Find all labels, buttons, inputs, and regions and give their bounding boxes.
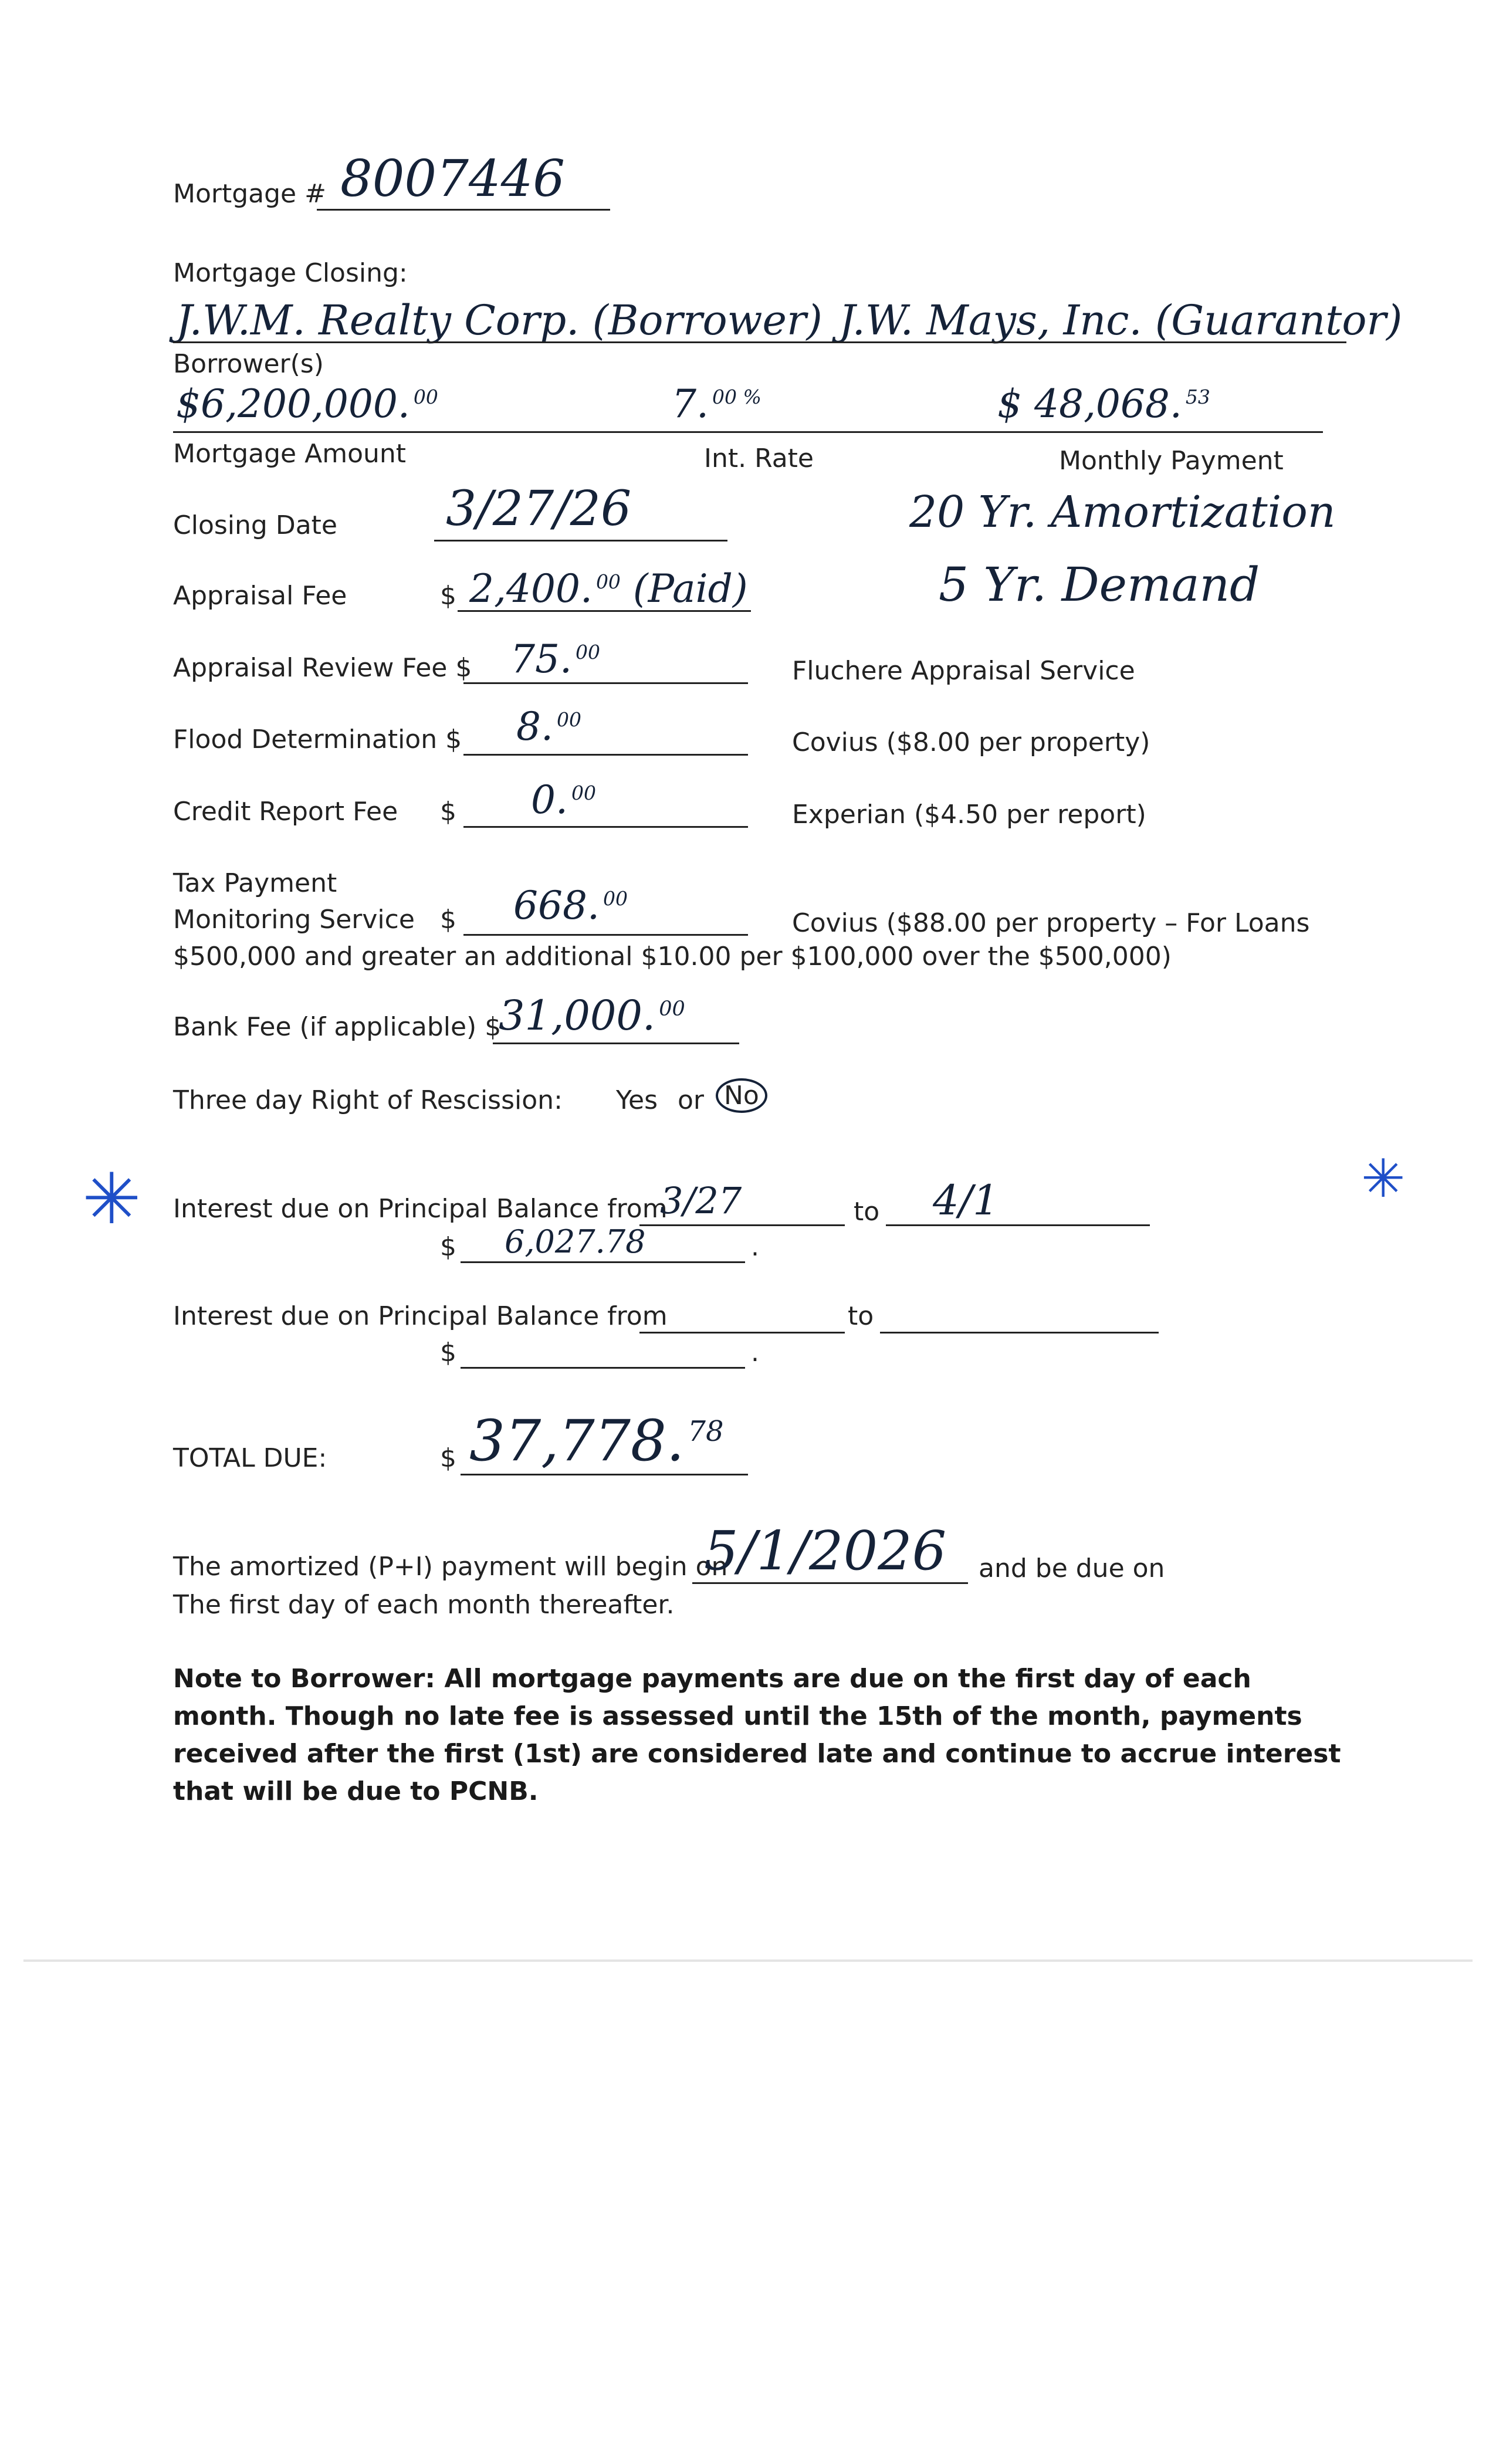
monthly-payment-value: $ 48,068. $^{53}$ bbox=[997, 381, 1210, 427]
interest-1-to-line bbox=[886, 1224, 1150, 1226]
credit-report-label: Credit Report Fee bbox=[173, 797, 398, 827]
appraisal-fee-value: 2,400. $^{00}$ (Paid) bbox=[469, 566, 748, 611]
appraisal-review-fee-label: Appraisal Review Fee $ bbox=[173, 653, 472, 683]
asterisk-mark-right: ✳ bbox=[1361, 1148, 1406, 1210]
monitoring-service-label: Monitoring Service bbox=[173, 905, 415, 935]
terms-line bbox=[173, 431, 1323, 433]
payment-start-thereafter: The first day of each month thereafter. bbox=[173, 1590, 675, 1620]
credit-report-dollar: $ bbox=[440, 797, 456, 827]
interest-2-amount-line bbox=[461, 1367, 745, 1369]
interest-2-to-label: to bbox=[848, 1301, 874, 1331]
payment-start-text: The amortized (P+I) payment will begin on bbox=[173, 1552, 728, 1582]
closing-date-label: Closing Date bbox=[173, 510, 337, 540]
flood-determination-value: 8. $^{00}$ bbox=[516, 704, 581, 749]
interest-2-label: Interest due on Principal Balance from bbox=[173, 1301, 668, 1331]
tax-monitoring-dollar: $ bbox=[440, 905, 456, 935]
interest-rate-label: Int. Rate bbox=[704, 444, 814, 473]
interest-1-to: 4/1 bbox=[933, 1176, 999, 1224]
appraisal-review-fee-value: 75. $^{00}$ bbox=[510, 637, 600, 682]
rescission-no-circled: No bbox=[716, 1078, 767, 1113]
interest-1-amount: 6,027.78 bbox=[505, 1223, 646, 1260]
interest-1-label: Interest due on Principal Balance from bbox=[173, 1194, 668, 1224]
closing-date-value: 3/27/26 bbox=[446, 481, 632, 537]
borrowers-label: Borrower(s) bbox=[173, 349, 324, 379]
rescission-or: or bbox=[678, 1085, 705, 1115]
credit-report-vendor: Experian ($4.50 per report) bbox=[792, 800, 1146, 830]
closing-date-line bbox=[434, 540, 727, 541]
bank-fee-line bbox=[493, 1043, 739, 1044]
mortgage-number-label: Mortgage # bbox=[173, 179, 326, 209]
interest-1-from-line bbox=[639, 1224, 845, 1226]
interest-1-period: . bbox=[751, 1232, 759, 1262]
tax-payment-label: Tax Payment bbox=[173, 868, 337, 898]
amortization-note: 20 Yr. Amortization bbox=[909, 487, 1336, 537]
total-due-value: 37,778. $^{78}$ bbox=[469, 1408, 724, 1474]
appraisal-fee-dollar: $ bbox=[440, 581, 456, 611]
interest-1-from: 3/27 bbox=[660, 1179, 742, 1222]
interest-1-to-label: to bbox=[854, 1197, 880, 1227]
appraisal-review-vendor: Fluchere Appraisal Service bbox=[792, 656, 1135, 686]
credit-report-value: 0. $^{00}$ bbox=[531, 777, 596, 823]
monthly-payment-label: Monthly Payment bbox=[1059, 446, 1284, 476]
guarantor-name: J.W. Mays, Inc. (Guarantor) bbox=[839, 296, 1403, 344]
tax-monitoring-vendor: Covius ($88.00 per property – For Loans bbox=[792, 908, 1310, 938]
payment-start-line bbox=[692, 1582, 968, 1584]
payment-start-due-text: and be due on bbox=[979, 1553, 1165, 1583]
borrower-line bbox=[173, 341, 1346, 343]
scan-edge-divider bbox=[23, 1959, 1473, 1962]
rescission-yes: Yes bbox=[616, 1085, 658, 1115]
flood-determination-line bbox=[463, 754, 748, 756]
tax-monitoring-line bbox=[463, 934, 748, 936]
payment-start-date: 5/1/2026 bbox=[704, 1519, 947, 1582]
appraisal-review-fee-line bbox=[463, 682, 748, 684]
note-to-borrower: Note to Borrower: All mortgage payments are due on the first day of each month. Though no late fee is assessed until the 15th of the month, payments received after the first (1st) are considered late and continue to accrue interest that will be due to PCNB. bbox=[173, 1664, 1341, 1806]
total-due-line bbox=[461, 1474, 748, 1475]
credit-report-line bbox=[463, 826, 748, 828]
tax-monitoring-value: 668. $^{00}$ bbox=[513, 883, 628, 928]
interest-2-to-line bbox=[880, 1332, 1159, 1333]
appraisal-fee-label: Appraisal Fee bbox=[173, 581, 347, 611]
mortgage-amount-label: Mortgage Amount bbox=[173, 439, 407, 469]
interest-2-period: . bbox=[751, 1338, 759, 1368]
borrower-name: J.W.M. Realty Corp. (Borrower) bbox=[176, 296, 823, 344]
mortgage-number-line bbox=[317, 209, 610, 211]
mortgage-number-value: 8007446 bbox=[340, 150, 566, 208]
demand-note: 5 Yr. Demand bbox=[939, 557, 1260, 612]
interest-2-dollar: $ bbox=[440, 1338, 456, 1368]
flood-determination-label: Flood Determination $ bbox=[173, 725, 462, 754]
mortgage-amount-value: $6,200,000. $^{00}$ bbox=[176, 381, 438, 427]
asterisk-mark-left: ✳ bbox=[82, 1159, 141, 1240]
bank-fee-label: Bank Fee (if applicable) $ bbox=[173, 1012, 502, 1042]
bank-fee-value: 31,000. $^{00}$ bbox=[499, 991, 685, 1040]
mortgage-closing-label: Mortgage Closing: bbox=[173, 258, 408, 288]
interest-2-from-line bbox=[639, 1332, 845, 1333]
total-due-dollar: $ bbox=[440, 1443, 456, 1473]
total-due-label: TOTAL DUE: bbox=[173, 1443, 327, 1473]
interest-1-amount-line bbox=[461, 1261, 745, 1263]
flood-determination-vendor: Covius ($8.00 per property) bbox=[792, 727, 1150, 757]
interest-rate-value: 7. $^{00 \%}$ bbox=[672, 381, 761, 427]
tax-monitoring-vendor-cont: $500,000 and greater an additional $10.00 per $100,000 over the $500,000) bbox=[173, 942, 1172, 972]
interest-1-dollar: $ bbox=[440, 1232, 456, 1262]
rescission-label: Three day Right of Rescission: bbox=[173, 1085, 563, 1115]
